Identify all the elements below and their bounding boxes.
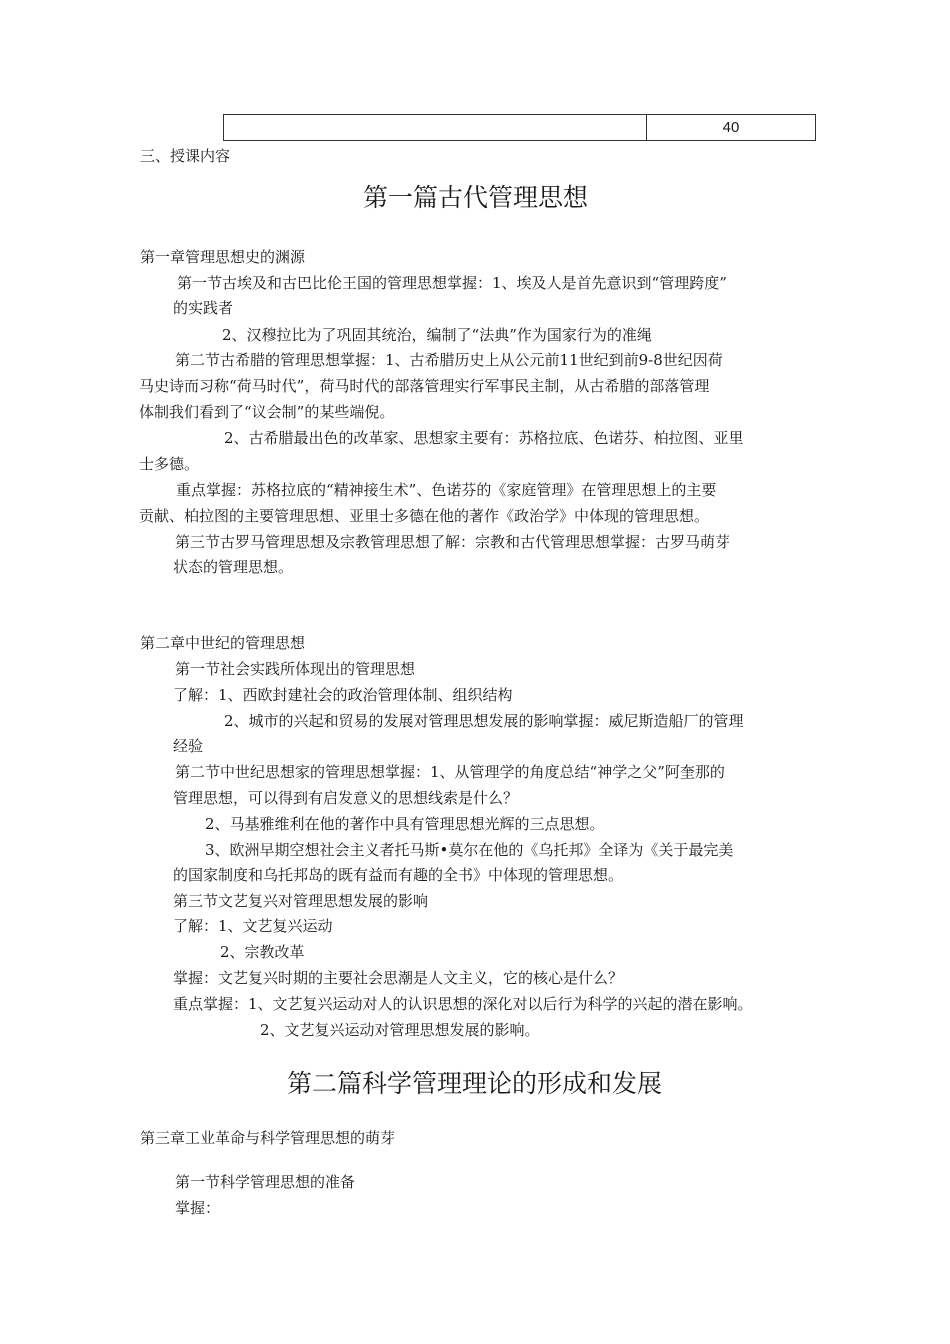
paragraph-line: 第一节古埃及和古巴比伦王国的管理思想掌握：1、埃及人是首先意识到“管理跨度”: [177, 274, 727, 292]
score-table: [223, 114, 816, 141]
paragraph-line: 2、文艺复兴运动对管理思想发展的影响。: [260, 1021, 540, 1039]
paragraph-line: 的国家制度和乌托邦岛的既有益而有趣的全书》中体现的管理思想。: [173, 866, 624, 884]
paragraph-line: 掌握：文艺复兴时期的主要社会思潮是人文主义，它的核心是什么？: [173, 969, 624, 987]
table-cell-score: 40: [647, 115, 816, 141]
paragraph-line: 的实践者: [173, 299, 234, 317]
paragraph-line: 士多德。: [139, 455, 200, 473]
paragraph-line: 2、马基雅维利在他的著作中具有管理思想光辉的三点思想。: [205, 815, 605, 833]
section-heading: 三、授课内容: [140, 147, 231, 165]
paragraph-line: 2、古希腊最出色的改革家、思想家主要有：苏格拉底、色诺芬、柏拉图、亚里: [224, 429, 744, 447]
paragraph-line: 2、城市的兴起和贸易的发展对管理思想发展的影响掌握：威尼斯造船厂的管理: [224, 712, 744, 730]
table-row: [224, 115, 816, 141]
paragraph-line: 了解：1、西欧封建社会的政治管理体制、组织结构: [173, 686, 513, 704]
paragraph-line: 2、汉穆拉比为了巩固其统治，编制了“法典”作为国家行为的准绳: [222, 326, 652, 344]
paragraph-line: 状态的管理思想。: [173, 558, 294, 576]
paragraph-line: 掌握：: [175, 1199, 221, 1217]
paragraph-line: 了解：1、文艺复兴运动: [173, 917, 333, 935]
paragraph-line: 第二节中世纪思想家的管理思想掌握：1、从管理学的角度总结“神学之父”阿奎那的: [175, 763, 725, 781]
chapter2-title: 第二章中世纪的管理思想: [140, 634, 306, 652]
chapter3-title: 第三章工业革命与科学管理思想的萌芽: [140, 1129, 396, 1147]
paragraph-line: 2、宗教改革: [220, 943, 305, 961]
table-cell: [224, 115, 647, 141]
paragraph-line: 重点掌握：1、文艺复兴运动对人的认识思想的深化对以后行为科学的兴起的潜在影响。: [173, 995, 753, 1013]
part2-title: 第二篇科学管理理论的形成和发展: [287, 1069, 663, 1098]
paragraph-line: 经验: [173, 737, 204, 755]
paragraph-line: 第三节文艺复兴对管理思想发展的影响: [173, 892, 429, 910]
paragraph-line: 第三节古罗马管理思想及宗教管理思想了解：宗教和古代管理思想掌握：古罗马萌芽: [175, 533, 731, 551]
paragraph-line: 重点掌握：苏格拉底的“精神接生术”、色诺芬的《家庭管理》在管理思想上的主要: [176, 481, 717, 499]
paragraph-line: 第一节科学管理思想的准备: [175, 1173, 356, 1191]
paragraph-line: 体制我们看到了“议会制”的某些端倪。: [139, 403, 395, 421]
paragraph-line: 第一节社会实践所体现出的管理思想: [175, 660, 416, 678]
paragraph-line: 马史诗而习称“荷马时代”，荷马时代的部落管理实行军事民主制，从古希腊的部落管理: [139, 377, 710, 395]
paragraph-line: 第二节古希腊的管理思想掌握：1、古希腊历史上从公元前11世纪到前9-8世纪因荷: [175, 351, 723, 369]
chapter1-title: 第一章管理思想史的渊源: [140, 248, 306, 266]
paragraph-line: 管理思想，可以得到有启发意义的思想线索是什么？: [173, 789, 519, 807]
paragraph-line: 贡献、柏拉图的主要管理思想、亚里士多德在他的著作《政治学》中体现的管理思想。: [139, 507, 710, 525]
part1-title: 第一篇古代管理思想: [363, 183, 589, 212]
paragraph-line: 3、欧洲早期空想社会主义者托马斯•莫尔在他的《乌托邦》全译为《关于最完美: [205, 841, 734, 859]
